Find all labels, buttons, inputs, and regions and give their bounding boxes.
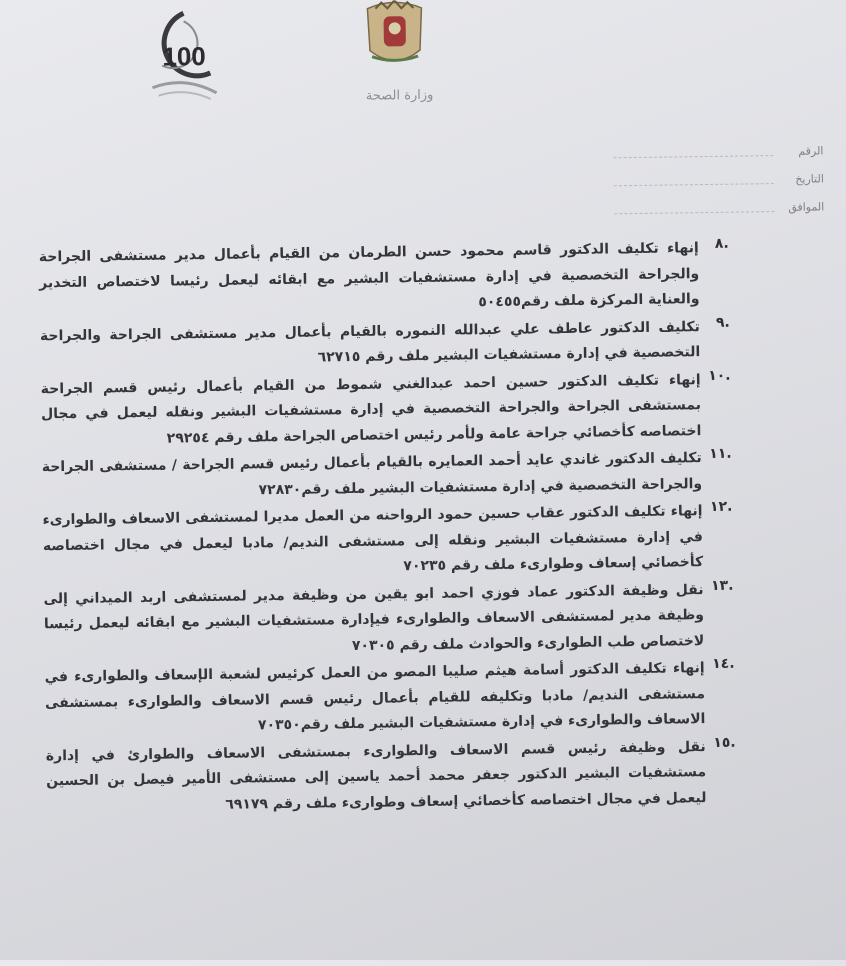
decision-list (38, 235, 736, 822)
list-item (40, 367, 731, 454)
list-item (45, 734, 736, 821)
list-item (39, 314, 730, 375)
item-number: ١١. (709, 445, 732, 463)
ministry-name: وزارة الصحة (365, 87, 434, 104)
ref-date-label: التاريخ (795, 172, 824, 186)
item-text: نقل وظيفة الدكتور عماد فوزي احمد ابو يقين من وظيفة مدير لمستشفى اربد الميداني إلى وظيفة مدير لمستشفى الاسعاف والطوارىء فيإدارة مستشفيات البشير مع ابقائه ليعمل رئيسا لاختصاص طب الطوارىء والحوادث ملف رقم ٧٠٣٠٥ (43, 581, 705, 654)
ref-date-line (614, 183, 774, 186)
list-item (42, 498, 733, 585)
item-text: إنهاء تكليف الدكتور عقاب حسين حمود الرواحنه من العمل مديرا لمستشفى الاسعاف والطوارىء في إدارة مستشفيات البشير ونقله إلى مستشفى النديم/ مادبا ليعمل في مجال اختصاصه كأخصائي إسعاف وطوارىء ملف رقم ٧٠٢٣٥ (42, 503, 704, 575)
item-text: إنهاء تكليف الدكتور قاسم محمود حسن الطرمان من القيام بأعمال مدير مستشفى الجراحة والجراحة التخصصية في إدارة مستشفيات البشير مع ابقائه ليعمل رئيسا لاختصاص التخدير والعناية المركزة ملف رقم٥٠٤٥٥ (38, 240, 700, 311)
coat-of-arms-icon (361, 0, 428, 71)
ref-hijri-line (614, 211, 774, 214)
centennial-number: 100 (162, 40, 206, 72)
item-text: إنهاء تكليف الدكتور أسامة هيثم صليبا المصو من العمل كرئيس لشعبة الإسعاف والطوارىء في مستشفى النديم/ مادبا وتكليفه للقيام بأعمال رئيس قسم الاسعاف والطوارىء بمستشفى الاسعاف والطوارىء في إدارة مستشفيات البشير ملف رقم٧٠٣٥٠ (44, 660, 706, 734)
item-number: ١٣. (710, 577, 734, 594)
item-text: تكليف الدكتور عاطف علي عبدالله النموره بالقيام بأعمال مدير مستشفى الجراحة والجراحة التخصصية في إدارة مستشفيات البشير ملف رقم ٦٢٧١٥ (39, 318, 701, 366)
item-text: نقل وظيفة رئيس قسم الاسعاف والطوارىء بمستشفى الاسعاف والطوارئ في إدارة مستشفيات البشير الدكتور جعفر محمد أحمد ياسين إلى مستشفى الأمير فيصل بن الحسين ليعمل في مجال اختصاصه كأخصائي إسعاف وطوارىء ملف رقم ٦٩١٧٩ (45, 738, 707, 813)
ref-hijri-field (614, 200, 824, 219)
item-text: تكليف الدكتور غاندي عايد أحمد العمايره بالقيام بأعمال رئيس قسم الجراحة / مستشفى الجراحة والجراحة التخصصية في إدارة مستشفيات البشير ملف رقم٧٢٨٣٠ (41, 450, 703, 498)
item-number: ١٢. (709, 498, 733, 515)
item-number: ١٠. (708, 367, 731, 384)
list-item (44, 655, 735, 742)
item-number: ٨. (714, 235, 729, 252)
item-number: ١٥. (713, 734, 736, 751)
list-item (41, 445, 732, 506)
ref-date-field (614, 172, 824, 191)
item-number: ١٤. (712, 655, 735, 672)
ref-number-field (613, 144, 823, 163)
ref-number-label: الرقم (798, 144, 824, 158)
centennial-logo (143, 7, 224, 104)
item-text: إنهاء تكليف الدكتور حسين احمد عبدالغني شموط من القيام بأعمال رئيس قسم الجراحة بمستشفى الجراحة والجراحة التخصصية في إدارة مستشفيات البشير ونقله ليعمل في مجال اختصاصه كأخصائي جراحة عامة ولأمر رئيس اختصاص الجراحة ملف رقم ٢٩٢٥٤ (40, 371, 702, 447)
item-number: ٩. (715, 314, 730, 331)
ref-hijri-label: الموافق (788, 200, 825, 214)
ref-number-line (614, 155, 774, 158)
list-item (38, 235, 729, 322)
